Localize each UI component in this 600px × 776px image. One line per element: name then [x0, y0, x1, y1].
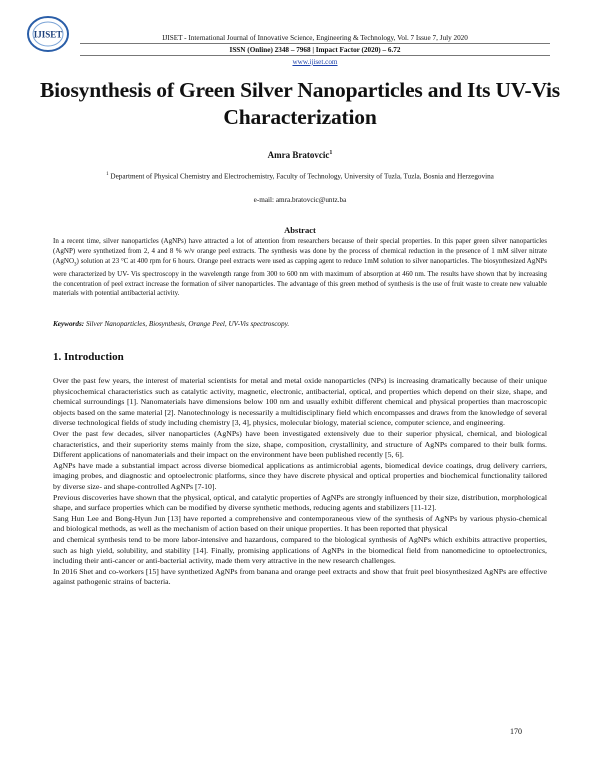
affiliation — [0, 172, 600, 180]
abstract-heading: Abstract — [284, 225, 316, 235]
ijiset-logo-icon — [26, 14, 70, 54]
paper-title: Biosynthesis of Green Silver Nanoparticles and Its UV-Vis Characterization — [40, 78, 560, 129]
header-rule-2 — [80, 55, 550, 56]
keywords — [53, 320, 547, 328]
section-body — [53, 376, 547, 588]
paragraph: Sang Hun Lee and Bong-Hyun Jun [13] have reported a comprehensive and contemporaneous view of the synthesis of AgNPs by various physio-chemical and biological methods, as well as the mechanism of action based on their unique properties. It has been reported that physical — [53, 513, 547, 534]
paragraph: In 2016 Shet and co-workers [15] have synthetized AgNPs from banana and orange peel extracts and show that fruit peel biosynthesized AgNPs are effective against pathogenic strains of bacteria. — [53, 566, 547, 587]
paragraph: AgNPs have made a substantial impact across diverse biomedical applications as antimicrobial agents, biomedical device coatings, drug delivery carriers, imaging probes, and diagnostic and optoelectronic platforms, since they have discrete physical and optical properties and biochemical functionality tailored by diverse size- and shape-controlled AgNPs [7-10]. — [53, 460, 547, 491]
keywords-label: Keywords: — [53, 320, 85, 328]
issn-info: ISSN (Online) 2348 – 7968 | Impact Factor (2020) – 6.72 — [229, 46, 401, 54]
author-email: e-mail: amra.bratovcic@untz.ba — [253, 196, 347, 204]
paragraph: Over the past few decades, silver nanoparticles (AgNPs) have been investigated extensively due to their superior physical, chemical, and biological characteristics, and their superiority stems mainly from the size, shape, composition, crystallinity, and structure of AgNPs compared to their bulk forms. Different applications of nanomaterials and their impact on the environment have been published recently [5, 6]. — [53, 428, 547, 460]
paragraph: Over the past few years, the interest of material scientists for metal and metal oxide nanoparticles (NPs) is increasing dramatically because of their unique physicochemical characteristics such as catalytic activity, magnetic, electronic, antibacterial, optical, and properties which depend on their size, shape, and chemical surroundings [1]. Nanomaterials have dimensions below 100 nm and usually exhibit different chemical and physical properties than macroscopic objects based on the same material [2]. Nanotechnology is necessarily a multidisciplinary field which encompasses and draws from the knowledge of several diverse technological fields of study including chemistry [3, 4], physics, molecular biology, material science, computer science, and engineering. — [53, 376, 547, 428]
abstract-text: In a recent time, silver nanoparticles (AgNPs) have attracted a lot of attention from researchers because of their special properties. In this paper green silver nanoparticles (AgNP) were synthetized from 2, 4 and 8 % w/v orange peel extracts. The synthesis was done by the process of chemical reduction in the presence of 1 mM silver nitrate (AgNO$_3$) solution at 23 °C at 400 rpm for 6 hours. Orange peel extracts were used as capping agent to reduce 1mM solution to silver nanoparticles. The biosynthesized AgNPs were characterized by UV- Vis spectroscopy in the wavelength range from 300 to 600 nm with maximum of absorption at 460 nm. The results have shown that by increasing the concentration of peel extract increase the formation of silver nanoparticles. The advantage of this green method of synthesis is the use of fruit waste to create new valuable materials with potential antibacterial activity. — [53, 237, 547, 298]
author-sup: 1 — [329, 150, 333, 156]
paragraph: and chemical synthesis tend to be more labor-intensive and hazardous, compared to the biological synthesis of AgNPs which exhibits attractive properties, such as high yield, solubility, and stability [14]. Finally, promising applications of AgNPs in the biomedical field from nanomedicine to optoelectronics, including their anti-cancer or anti-bacterial activity, made them very attractive in the new research challenges. — [53, 534, 547, 566]
keywords-text: Silver Nanoparticles, Biosynthesis, Orange Peel, UV-Vis spectroscopy. — [85, 320, 290, 328]
section-heading: 1. Introduction — [53, 351, 124, 363]
page-number: 170 — [510, 727, 522, 736]
author-line — [0, 150, 600, 160]
paragraph: Previous discoveries have shown that the physical, optical, and catalytic properties of AgNPs are strongly influenced by their size, distribution, morphological shape, and surface properties which can be modified by diverse synthetic methods, reducing agents and stabilizers [11-12]. — [53, 492, 547, 513]
logo-text: IJISET — [33, 29, 63, 40]
journal-logo — [26, 14, 70, 54]
journal-website-link[interactable]: www.ijiset.com — [292, 58, 338, 66]
header-rule-1 — [80, 43, 550, 44]
author-name: Amra Bratovcic — [267, 150, 330, 160]
affiliation-sup: 1 — [106, 172, 109, 177]
journal-info: IJISET - International Journal of Innovative Science, Engineering & Technology, Vol. 7 Issue 7, July 2020 — [162, 34, 468, 42]
affiliation-text: Department of Physical Chemistry and Electrochemistry, Faculty of Technology, University of Tuzla, Tuzla, Bosnia and Herzegovina — [110, 172, 494, 181]
